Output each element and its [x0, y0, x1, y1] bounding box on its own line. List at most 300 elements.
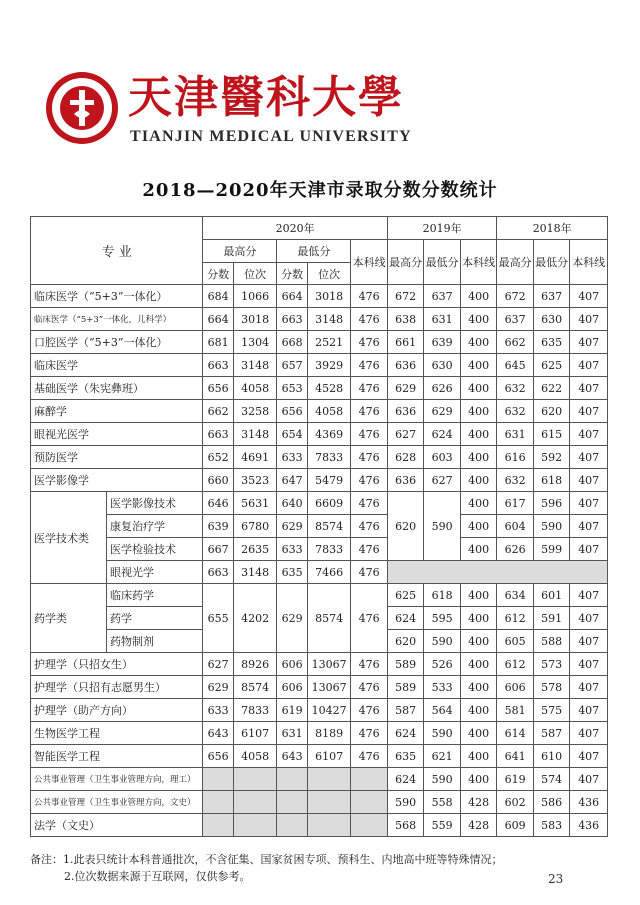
table-cell: 624 [387, 607, 424, 630]
table-cell: 3148 [307, 308, 351, 331]
table-cell: 476 [351, 584, 388, 653]
shaded-cell [387, 561, 607, 584]
table-cell: 590 [533, 515, 570, 538]
table-cell: 643 [203, 722, 233, 745]
shaded-cell [307, 791, 351, 814]
table-cell: 400 [460, 331, 497, 354]
table-cell: 624 [387, 768, 424, 791]
major-name: 法学（文史） [31, 814, 203, 837]
header-min-2019: 最低分 [424, 240, 461, 285]
footnote-2: 2.位次数据来源于互联网，仅供参考。 [64, 870, 251, 883]
header-max-2019: 最高分 [387, 240, 424, 285]
table-cell: 640 [277, 492, 307, 515]
table-cell: 602 [497, 791, 534, 814]
table-cell: 3018 [233, 308, 277, 331]
table-cell: 634 [497, 584, 534, 607]
table-cell: 407 [570, 653, 608, 676]
table-cell: 627 [424, 469, 461, 492]
table-cell: 620 [387, 630, 424, 653]
page-title: 2018—2020年天津市录取分数分数统计 [142, 180, 498, 201]
table-cell: 626 [497, 538, 534, 561]
header-2020: 2020年 [203, 217, 388, 240]
table-cell: 3148 [233, 561, 277, 584]
table-cell: 568 [387, 814, 424, 837]
table-cell: 618 [533, 469, 570, 492]
table-cell: 6780 [233, 515, 277, 538]
table-cell: 646 [203, 492, 233, 515]
table-cell: 591 [533, 607, 570, 630]
table-cell: 4369 [307, 423, 351, 446]
header-min-score: 分数 [277, 263, 307, 285]
major-name: 智能医学工程 [31, 745, 203, 768]
table-cell: 400 [460, 538, 497, 561]
table-cell: 7833 [233, 699, 277, 722]
table-cell: 588 [533, 630, 570, 653]
table-cell: 400 [460, 400, 497, 423]
table-cell: 436 [570, 814, 608, 837]
table-cell: 629 [387, 377, 424, 400]
major-name: 眼视光学 [107, 561, 203, 584]
table-cell: 661 [387, 331, 424, 354]
table-cell: 8574 [307, 584, 351, 653]
major-name: 康复治疗学 [107, 515, 203, 538]
table-row [31, 285, 608, 308]
table-cell: 407 [570, 584, 608, 607]
table-cell: 8189 [307, 722, 351, 745]
shaded-cell [351, 791, 388, 814]
table-cell: 612 [497, 653, 534, 676]
table-row [31, 377, 608, 400]
table-cell: 663 [203, 423, 233, 446]
table-cell: 573 [533, 653, 570, 676]
table-row [31, 446, 608, 469]
university-seal-logo [44, 70, 120, 146]
table-cell: 407 [570, 722, 608, 745]
table-cell: 684 [203, 285, 233, 308]
table-cell: 604 [497, 515, 534, 538]
header-2019: 2019年 [387, 217, 497, 240]
table-cell: 630 [424, 354, 461, 377]
shaded-cell [277, 768, 307, 791]
table-cell: 8574 [233, 676, 277, 699]
table-cell: 476 [351, 676, 388, 699]
table-cell: 7833 [307, 538, 351, 561]
table-cell: 662 [203, 400, 233, 423]
table-cell: 400 [460, 607, 497, 630]
table-cell: 681 [203, 331, 233, 354]
table-cell: 407 [570, 308, 608, 331]
table-cell: 610 [533, 745, 570, 768]
major-name: 护理学（只招有志愿男生） [31, 676, 203, 699]
header-max-rank: 位次 [233, 263, 277, 285]
table-cell: 620 [387, 492, 424, 561]
group-name: 药学类 [31, 584, 107, 653]
table-cell: 3148 [233, 423, 277, 446]
table-row [31, 308, 608, 331]
table-cell: 628 [387, 446, 424, 469]
table-row [31, 722, 608, 745]
table-cell: 612 [497, 607, 534, 630]
table-cell: 619 [277, 699, 307, 722]
table-cell: 624 [424, 423, 461, 446]
table-cell: 558 [424, 791, 461, 814]
table-cell: 1066 [233, 285, 277, 308]
table-cell: 635 [277, 561, 307, 584]
table-cell: 407 [570, 377, 608, 400]
header-major: 专 业 [31, 217, 203, 285]
table-cell: 637 [533, 285, 570, 308]
header-min-rank: 位次 [307, 263, 351, 285]
major-name: 医学影像学 [31, 469, 203, 492]
table-cell: 476 [351, 538, 388, 561]
table-cell: 589 [387, 676, 424, 699]
table-cell: 4528 [307, 377, 351, 400]
table-row [31, 492, 608, 515]
table-cell: 476 [351, 469, 388, 492]
table-cell: 533 [424, 676, 461, 699]
table-cell: 4058 [233, 377, 277, 400]
table-cell: 629 [424, 400, 461, 423]
shaded-cell [233, 768, 277, 791]
table-cell: 575 [533, 699, 570, 722]
table-cell: 581 [497, 699, 534, 722]
table-cell: 625 [533, 354, 570, 377]
table-cell: 400 [460, 699, 497, 722]
table-cell: 5631 [233, 492, 277, 515]
header-line-2019: 本科线 [460, 240, 497, 285]
table-cell: 400 [460, 745, 497, 768]
table-cell: 8574 [307, 515, 351, 538]
shaded-cell [203, 768, 233, 791]
table-cell: 639 [424, 331, 461, 354]
table-cell: 595 [424, 607, 461, 630]
table-cell: 629 [277, 515, 307, 538]
table-row [31, 791, 608, 814]
table-cell: 400 [460, 768, 497, 791]
table-cell: 619 [497, 768, 534, 791]
header-max-2020: 最高分 [203, 240, 277, 263]
table-cell: 631 [277, 722, 307, 745]
shaded-cell [233, 814, 277, 837]
table-cell: 632 [497, 400, 534, 423]
table-cell: 13067 [307, 676, 351, 699]
table-cell: 641 [497, 745, 534, 768]
table-cell: 627 [203, 653, 233, 676]
table-cell: 407 [570, 400, 608, 423]
table-cell: 407 [570, 469, 608, 492]
table-cell: 10427 [307, 699, 351, 722]
footnote-1: 备注：1.此表只统计本科普通批次，不含征集、国家贫困专项、预科生、内地高中班等特殊情况； [30, 853, 503, 866]
table-cell: 664 [277, 285, 307, 308]
table-cell: 407 [570, 492, 608, 515]
table-cell: 672 [497, 285, 534, 308]
table-cell: 476 [351, 400, 388, 423]
table-row [31, 584, 608, 607]
major-name: 口腔医学（“5+3”一体化） [31, 331, 203, 354]
major-name: 预防医学 [31, 446, 203, 469]
table-cell: 407 [570, 538, 608, 561]
table-cell: 587 [387, 699, 424, 722]
table-cell: 590 [424, 492, 461, 561]
table-cell: 476 [351, 446, 388, 469]
major-name: 临床药学 [107, 584, 203, 607]
table-cell: 605 [497, 630, 534, 653]
table-cell: 617 [497, 492, 534, 515]
table-cell: 590 [424, 722, 461, 745]
shaded-cell [277, 791, 307, 814]
table-cell: 4202 [233, 584, 277, 653]
table-cell: 632 [497, 469, 534, 492]
table-cell: 476 [351, 377, 388, 400]
table-cell: 407 [570, 423, 608, 446]
table-cell: 407 [570, 331, 608, 354]
table-row [31, 768, 608, 791]
table-cell: 614 [497, 722, 534, 745]
shaded-cell [307, 768, 351, 791]
table-cell: 7833 [307, 446, 351, 469]
major-name: 生物医学工程 [31, 722, 203, 745]
shaded-cell [203, 814, 233, 837]
table-cell: 407 [570, 630, 608, 653]
table-cell: 559 [424, 814, 461, 837]
major-name: 医学影像技术 [107, 492, 203, 515]
table-cell: 407 [570, 354, 608, 377]
table-cell: 583 [533, 814, 570, 837]
table-cell: 400 [460, 423, 497, 446]
table-cell: 476 [351, 308, 388, 331]
table-cell: 3523 [233, 469, 277, 492]
table-cell: 603 [424, 446, 461, 469]
table-cell: 476 [351, 492, 388, 515]
table-cell: 656 [203, 745, 233, 768]
table-cell: 632 [497, 377, 534, 400]
table-cell: 13067 [307, 653, 351, 676]
table-cell: 578 [533, 676, 570, 699]
shaded-cell [351, 814, 388, 837]
table-cell: 633 [277, 446, 307, 469]
table-cell: 606 [277, 653, 307, 676]
table-cell: 635 [387, 745, 424, 768]
table-cell: 645 [497, 354, 534, 377]
table-cell: 476 [351, 285, 388, 308]
table-cell: 663 [203, 561, 233, 584]
table-cell: 407 [570, 699, 608, 722]
header-line-2018: 本科线 [570, 240, 608, 285]
table-cell: 622 [533, 377, 570, 400]
table-cell: 606 [497, 676, 534, 699]
table-cell: 654 [277, 423, 307, 446]
table-cell: 657 [277, 354, 307, 377]
table-cell: 652 [203, 446, 233, 469]
table-row [31, 469, 608, 492]
table-cell: 476 [351, 561, 388, 584]
table-cell: 636 [387, 400, 424, 423]
table-cell: 3929 [307, 354, 351, 377]
major-name: 麻醉学 [31, 400, 203, 423]
table-cell: 618 [424, 584, 461, 607]
table-cell: 436 [570, 791, 608, 814]
table-cell: 400 [460, 630, 497, 653]
table-cell: 476 [351, 331, 388, 354]
major-name: 公共事业管理（卫生事业管理方向，理工） [31, 768, 203, 791]
brand-name-cn: 天津醫科大學 [128, 72, 404, 123]
brand-name-en: TIANJIN MEDICAL UNIVERSITY [130, 128, 412, 145]
table-cell: 668 [277, 331, 307, 354]
table-cell: 3258 [233, 400, 277, 423]
table-cell: 400 [460, 653, 497, 676]
group-name: 医学技术类 [31, 492, 107, 584]
table-cell: 630 [533, 308, 570, 331]
table-cell: 663 [277, 308, 307, 331]
table-cell: 526 [424, 653, 461, 676]
table-cell: 400 [460, 722, 497, 745]
major-name: 临床医学（“5+3”一体化） [31, 285, 203, 308]
table-cell: 590 [424, 630, 461, 653]
table-cell: 637 [497, 308, 534, 331]
table-cell: 407 [570, 285, 608, 308]
table-cell: 638 [387, 308, 424, 331]
table-cell: 625 [387, 584, 424, 607]
table-cell: 476 [351, 515, 388, 538]
table-cell: 629 [203, 676, 233, 699]
table-row [31, 814, 608, 837]
table-cell: 620 [533, 400, 570, 423]
table-cell: 624 [387, 722, 424, 745]
table-cell: 407 [570, 676, 608, 699]
major-name: 护理学（只招女生） [31, 653, 203, 676]
table-cell: 599 [533, 538, 570, 561]
table-cell: 672 [387, 285, 424, 308]
table-cell: 407 [570, 768, 608, 791]
table-row [31, 400, 608, 423]
table-cell: 636 [387, 469, 424, 492]
table-cell: 3018 [307, 285, 351, 308]
table-cell: 8926 [233, 653, 277, 676]
shaded-cell [351, 768, 388, 791]
table-cell: 615 [533, 423, 570, 446]
table-cell: 407 [570, 607, 608, 630]
table-cell: 574 [533, 768, 570, 791]
table-cell: 476 [351, 354, 388, 377]
table-cell: 639 [203, 515, 233, 538]
table-cell: 589 [387, 653, 424, 676]
table-cell: 7466 [307, 561, 351, 584]
table-cell: 2521 [307, 331, 351, 354]
table-cell: 407 [570, 446, 608, 469]
table-row [31, 354, 608, 377]
header-max-2018: 最高分 [497, 240, 534, 285]
table-cell: 4058 [307, 400, 351, 423]
table-cell: 664 [203, 308, 233, 331]
table-cell: 592 [533, 446, 570, 469]
shaded-cell [307, 814, 351, 837]
table-cell: 400 [460, 515, 497, 538]
major-name: 护理学（助产方向） [31, 699, 203, 722]
table-cell: 400 [460, 308, 497, 331]
table-cell: 656 [277, 400, 307, 423]
table-cell: 5479 [307, 469, 351, 492]
table-cell: 428 [460, 791, 497, 814]
table-cell: 662 [497, 331, 534, 354]
shaded-cell [233, 791, 277, 814]
table-cell: 596 [533, 492, 570, 515]
table-cell: 400 [460, 492, 497, 515]
table-cell: 476 [351, 699, 388, 722]
table-cell: 590 [424, 768, 461, 791]
major-name: 临床医学 [31, 354, 203, 377]
major-name: 临床医学（“5+3”一体化，儿科学） [31, 308, 203, 331]
table-cell: 400 [460, 354, 497, 377]
table-cell: 635 [533, 331, 570, 354]
table-cell: 637 [424, 285, 461, 308]
table-cell: 6107 [233, 722, 277, 745]
table-cell: 655 [203, 584, 233, 653]
table-cell: 627 [387, 423, 424, 446]
table-row [31, 515, 608, 538]
table-cell: 631 [497, 423, 534, 446]
table-cell: 2635 [233, 538, 277, 561]
table-cell: 587 [533, 722, 570, 745]
table-cell: 564 [424, 699, 461, 722]
table-row [31, 745, 608, 768]
table-cell: 656 [203, 377, 233, 400]
table-cell: 609 [497, 814, 534, 837]
page-number: 23 [548, 872, 564, 886]
table-cell: 633 [203, 699, 233, 722]
table-row [31, 676, 608, 699]
admission-score-table [30, 216, 608, 837]
table-cell: 476 [351, 653, 388, 676]
table-row [31, 699, 608, 722]
table-cell: 601 [533, 584, 570, 607]
table-cell: 586 [533, 791, 570, 814]
table-cell: 400 [460, 377, 497, 400]
table-cell: 590 [387, 791, 424, 814]
table-row [31, 423, 608, 446]
major-name: 公共事业管理（卫生事业管理方向，文史） [31, 791, 203, 814]
table-cell: 4691 [233, 446, 277, 469]
table-cell: 631 [424, 308, 461, 331]
header-max-score: 分数 [203, 263, 233, 285]
table-cell: 660 [203, 469, 233, 492]
table-cell: 4058 [233, 745, 277, 768]
header-line-2020: 本科线 [351, 240, 388, 285]
table-cell: 476 [351, 722, 388, 745]
header-min-2018: 最低分 [533, 240, 570, 285]
table-row [31, 653, 608, 676]
major-name: 基础医学（朱宪彝班） [31, 377, 203, 400]
table-cell: 400 [460, 446, 497, 469]
shaded-cell [277, 814, 307, 837]
table-cell: 400 [460, 285, 497, 308]
table-cell: 6107 [307, 745, 351, 768]
table-row [31, 331, 608, 354]
major-name: 药物制剂 [107, 630, 203, 653]
major-name: 医学检验技术 [107, 538, 203, 561]
table-cell: 647 [277, 469, 307, 492]
table-cell: 616 [497, 446, 534, 469]
table-cell: 629 [277, 584, 307, 653]
table-row [31, 561, 608, 584]
table-cell: 407 [570, 515, 608, 538]
table-cell: 6609 [307, 492, 351, 515]
table-cell: 3148 [233, 354, 277, 377]
table-cell: 667 [203, 538, 233, 561]
header-2018: 2018年 [497, 217, 608, 240]
table-row [31, 538, 608, 561]
table-cell: 407 [570, 745, 608, 768]
major-name: 眼视光医学 [31, 423, 203, 446]
